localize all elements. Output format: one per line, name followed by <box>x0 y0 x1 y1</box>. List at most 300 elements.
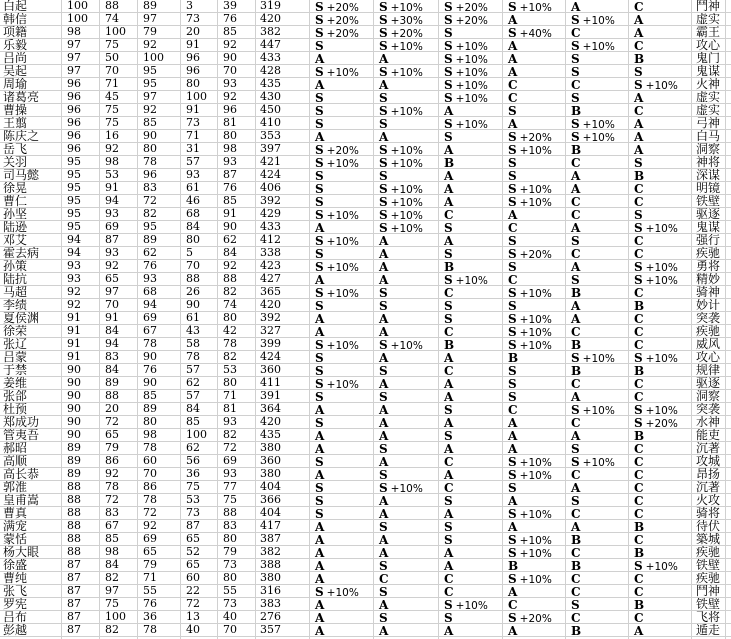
grade-cell[interactable] <box>503 585 566 597</box>
stat-cell[interactable]: 93 <box>218 78 256 90</box>
stat-cell[interactable]: 84 <box>100 364 138 376</box>
stat-cell[interactable]: 5 <box>181 247 218 259</box>
skill-cell[interactable]: 攻心 <box>692 351 726 363</box>
total-cell[interactable]: 382 <box>256 26 310 38</box>
stat-cell[interactable]: 86 <box>100 455 138 467</box>
stat-cell[interactable]: 88 <box>218 507 256 519</box>
general-name-cell[interactable]: 岳飞 <box>0 143 62 155</box>
stat-cell[interactable]: 57 <box>181 390 218 402</box>
total-cell[interactable]: 387 <box>256 533 310 545</box>
stat-cell[interactable]: 3 <box>181 0 218 12</box>
stat-cell[interactable]: 96 <box>62 78 100 90</box>
stat-cell[interactable]: 91 <box>181 104 218 116</box>
total-cell[interactable]: 360 <box>256 455 310 467</box>
grade-cell[interactable] <box>439 351 503 363</box>
grade-cell[interactable] <box>374 624 439 636</box>
grade-cell[interactable] <box>566 416 629 428</box>
stat-cell[interactable]: 92 <box>62 286 100 298</box>
stat-cell[interactable]: 86 <box>138 481 181 493</box>
edge-cell[interactable] <box>726 598 731 610</box>
total-cell[interactable]: 353 <box>256 130 310 142</box>
grade-cell[interactable] <box>629 377 692 389</box>
grade-cell[interactable] <box>374 442 439 454</box>
skill-cell[interactable]: 深谋 <box>692 169 726 181</box>
grade-cell[interactable] <box>566 52 629 64</box>
grade-cell[interactable] <box>503 507 566 519</box>
total-cell[interactable]: 360 <box>256 364 310 376</box>
skill-cell[interactable]: 火攻 <box>692 494 726 506</box>
stat-cell[interactable]: 93 <box>100 208 138 220</box>
skill-cell[interactable]: 鬼谋 <box>692 65 726 77</box>
stat-cell[interactable]: 91 <box>62 325 100 337</box>
grade-cell[interactable] <box>310 403 374 415</box>
stat-cell[interactable]: 90 <box>62 390 100 402</box>
grade-cell[interactable] <box>503 52 566 64</box>
grade-cell[interactable] <box>439 325 503 337</box>
grade-cell[interactable] <box>629 169 692 181</box>
edge-cell[interactable] <box>726 338 731 350</box>
grade-cell[interactable] <box>310 429 374 441</box>
stat-cell[interactable]: 95 <box>62 221 100 233</box>
grade-cell[interactable] <box>629 182 692 194</box>
general-name-cell[interactable]: 罗宪 <box>0 598 62 610</box>
stat-cell[interactable]: 88 <box>100 0 138 12</box>
grade-cell[interactable] <box>374 169 439 181</box>
edge-cell[interactable] <box>726 442 731 454</box>
grade-cell[interactable] <box>503 104 566 116</box>
total-cell[interactable]: 450 <box>256 104 310 116</box>
stat-cell[interactable]: 39 <box>218 0 256 12</box>
stat-cell[interactable]: 92 <box>100 260 138 272</box>
stat-cell[interactable]: 88 <box>62 533 100 545</box>
stat-cell[interactable]: 91 <box>100 182 138 194</box>
grade-cell[interactable] <box>439 91 503 103</box>
grade-cell[interactable] <box>374 260 439 272</box>
edge-cell[interactable] <box>726 273 731 285</box>
stat-cell[interactable]: 79 <box>138 559 181 571</box>
stat-cell[interactable]: 94 <box>100 195 138 207</box>
grade-cell[interactable] <box>439 130 503 142</box>
skill-cell[interactable]: 强行 <box>692 234 726 246</box>
grade-cell[interactable] <box>374 572 439 584</box>
grade-cell[interactable] <box>566 156 629 168</box>
general-name-cell[interactable]: 姜维 <box>0 377 62 389</box>
grade-cell[interactable] <box>629 78 692 90</box>
skill-cell[interactable]: 虚实 <box>692 13 726 25</box>
stat-cell[interactable]: 57 <box>181 364 218 376</box>
grade-cell[interactable] <box>629 0 692 12</box>
grade-cell[interactable] <box>374 234 439 246</box>
grade-cell[interactable] <box>629 26 692 38</box>
stat-cell[interactable]: 79 <box>100 442 138 454</box>
grade-cell[interactable] <box>503 494 566 506</box>
stat-cell[interactable]: 76 <box>138 260 181 272</box>
stat-cell[interactable]: 94 <box>100 338 138 350</box>
grade-cell[interactable] <box>374 403 439 415</box>
grade-cell[interactable] <box>439 533 503 545</box>
stat-cell[interactable]: 95 <box>62 182 100 194</box>
total-cell[interactable]: 424 <box>256 169 310 181</box>
general-name-cell[interactable]: 陆抗 <box>0 273 62 285</box>
grade-cell[interactable] <box>374 156 439 168</box>
skill-cell[interactable]: 鬥神 <box>692 585 726 597</box>
stat-cell[interactable]: 82 <box>218 286 256 298</box>
stat-cell[interactable]: 78 <box>138 442 181 454</box>
stat-cell[interactable]: 85 <box>181 416 218 428</box>
grade-cell[interactable] <box>503 442 566 454</box>
grade-cell[interactable] <box>503 299 566 311</box>
skill-cell[interactable]: 洞察 <box>692 390 726 402</box>
grade-cell[interactable] <box>629 221 692 233</box>
stat-cell[interactable]: 73 <box>181 507 218 519</box>
stat-cell[interactable]: 89 <box>62 442 100 454</box>
total-cell[interactable]: 447 <box>256 39 310 51</box>
grade-cell[interactable] <box>310 91 374 103</box>
stat-cell[interactable]: 90 <box>62 416 100 428</box>
grade-cell[interactable] <box>374 195 439 207</box>
general-name-cell[interactable]: 邓艾 <box>0 234 62 246</box>
general-name-cell[interactable]: 彭越 <box>0 624 62 636</box>
stat-cell[interactable]: 72 <box>100 494 138 506</box>
total-cell[interactable]: 383 <box>256 598 310 610</box>
grade-cell[interactable] <box>503 273 566 285</box>
stat-cell[interactable]: 90 <box>62 403 100 415</box>
grade-cell[interactable] <box>629 286 692 298</box>
grade-cell[interactable] <box>566 520 629 532</box>
grade-cell[interactable] <box>566 533 629 545</box>
stat-cell[interactable]: 50 <box>100 52 138 64</box>
stat-cell[interactable]: 62 <box>181 442 218 454</box>
grade-cell[interactable] <box>566 403 629 415</box>
total-cell[interactable]: 364 <box>256 403 310 415</box>
edge-cell[interactable] <box>726 117 731 129</box>
grade-cell[interactable] <box>629 624 692 636</box>
stat-cell[interactable]: 98 <box>62 26 100 38</box>
stat-cell[interactable]: 78 <box>138 338 181 350</box>
grade-cell[interactable] <box>439 286 503 298</box>
stat-cell[interactable]: 88 <box>62 520 100 532</box>
edge-cell[interactable] <box>726 416 731 428</box>
skill-cell[interactable]: 铁壁 <box>692 598 726 610</box>
grade-cell[interactable] <box>503 234 566 246</box>
stat-cell[interactable]: 36 <box>138 611 181 623</box>
grade-cell[interactable] <box>310 533 374 545</box>
grade-cell[interactable] <box>439 338 503 350</box>
stat-cell[interactable]: 95 <box>62 156 100 168</box>
stat-cell[interactable]: 76 <box>138 364 181 376</box>
stat-cell[interactable]: 97 <box>138 91 181 103</box>
general-name-cell[interactable]: 高顺 <box>0 455 62 467</box>
stat-cell[interactable]: 96 <box>62 143 100 155</box>
stat-cell[interactable]: 96 <box>181 52 218 64</box>
stat-cell[interactable]: 79 <box>218 546 256 558</box>
general-name-cell[interactable]: 李绩 <box>0 299 62 311</box>
general-name-cell[interactable]: 吴起 <box>0 65 62 77</box>
stat-cell[interactable]: 90 <box>218 221 256 233</box>
stat-cell[interactable]: 90 <box>62 377 100 389</box>
grade-cell[interactable] <box>439 78 503 90</box>
stat-cell[interactable]: 83 <box>218 520 256 532</box>
grade-cell[interactable] <box>629 494 692 506</box>
grade-cell[interactable] <box>439 39 503 51</box>
grade-cell[interactable] <box>566 494 629 506</box>
grade-cell[interactable] <box>439 234 503 246</box>
total-cell[interactable]: 392 <box>256 312 310 324</box>
stat-cell[interactable]: 62 <box>218 234 256 246</box>
total-cell[interactable]: 380 <box>256 468 310 480</box>
stat-cell[interactable]: 97 <box>62 39 100 51</box>
general-name-cell[interactable]: 管夷吾 <box>0 429 62 441</box>
general-name-cell[interactable]: 霍去病 <box>0 247 62 259</box>
grade-cell[interactable] <box>566 572 629 584</box>
total-cell[interactable]: 338 <box>256 247 310 259</box>
grade-cell[interactable] <box>439 169 503 181</box>
grade-cell[interactable] <box>629 247 692 259</box>
grade-cell[interactable] <box>310 52 374 64</box>
grade-cell[interactable] <box>629 481 692 493</box>
grade-cell[interactable] <box>503 312 566 324</box>
grade-cell[interactable] <box>503 364 566 376</box>
grade-cell[interactable] <box>374 104 439 116</box>
grade-cell[interactable] <box>439 260 503 272</box>
grade-cell[interactable] <box>503 0 566 12</box>
grade-cell[interactable] <box>629 325 692 337</box>
stat-cell[interactable]: 96 <box>218 104 256 116</box>
stat-cell[interactable]: 91 <box>100 312 138 324</box>
edge-cell[interactable] <box>726 91 731 103</box>
stat-cell[interactable]: 84 <box>100 325 138 337</box>
stat-cell[interactable]: 95 <box>62 169 100 181</box>
stat-cell[interactable]: 69 <box>138 312 181 324</box>
grade-cell[interactable] <box>310 442 374 454</box>
edge-cell[interactable] <box>726 455 731 467</box>
stat-cell[interactable]: 94 <box>62 247 100 259</box>
skill-cell[interactable]: 虚实 <box>692 91 726 103</box>
grade-cell[interactable] <box>310 78 374 90</box>
stat-cell[interactable]: 83 <box>100 351 138 363</box>
stat-cell[interactable]: 100 <box>181 91 218 103</box>
skill-cell[interactable]: 鬥神 <box>692 0 726 12</box>
stat-cell[interactable]: 92 <box>100 468 138 480</box>
stat-cell[interactable]: 100 <box>62 13 100 25</box>
grade-cell[interactable] <box>629 195 692 207</box>
grade-cell[interactable] <box>566 286 629 298</box>
grade-cell[interactable] <box>310 104 374 116</box>
edge-cell[interactable] <box>726 403 731 415</box>
grade-cell[interactable] <box>310 611 374 623</box>
stat-cell[interactable]: 92 <box>138 104 181 116</box>
skill-cell[interactable]: 妙计 <box>692 299 726 311</box>
grade-cell[interactable] <box>310 234 374 246</box>
stat-cell[interactable]: 85 <box>218 195 256 207</box>
stat-cell[interactable]: 97 <box>100 286 138 298</box>
skill-cell[interactable]: 火神 <box>692 78 726 90</box>
total-cell[interactable]: 327 <box>256 325 310 337</box>
skill-cell[interactable]: 突袭 <box>692 312 726 324</box>
grade-cell[interactable] <box>566 169 629 181</box>
grade-cell[interactable] <box>374 494 439 506</box>
grade-cell[interactable] <box>629 299 692 311</box>
edge-cell[interactable] <box>726 546 731 558</box>
stat-cell[interactable]: 85 <box>138 390 181 402</box>
stat-cell[interactable]: 73 <box>218 598 256 610</box>
stat-cell[interactable]: 93 <box>218 468 256 480</box>
grade-cell[interactable] <box>439 481 503 493</box>
grade-cell[interactable] <box>503 481 566 493</box>
grade-cell[interactable] <box>439 299 503 311</box>
stat-cell[interactable]: 80 <box>218 572 256 584</box>
skill-cell[interactable]: 铁壁 <box>692 559 726 571</box>
edge-cell[interactable] <box>726 195 731 207</box>
grade-cell[interactable] <box>503 169 566 181</box>
grade-cell[interactable] <box>629 416 692 428</box>
grade-cell[interactable] <box>310 507 374 519</box>
grade-cell[interactable] <box>503 403 566 415</box>
total-cell[interactable]: 391 <box>256 390 310 402</box>
grade-cell[interactable] <box>566 234 629 246</box>
stat-cell[interactable]: 91 <box>218 208 256 220</box>
stat-cell[interactable]: 75 <box>218 494 256 506</box>
grade-cell[interactable] <box>310 260 374 272</box>
grade-cell[interactable] <box>629 351 692 363</box>
stat-cell[interactable]: 80 <box>181 78 218 90</box>
grade-cell[interactable] <box>629 585 692 597</box>
stat-cell[interactable]: 88 <box>181 273 218 285</box>
grade-cell[interactable] <box>439 390 503 402</box>
stat-cell[interactable]: 77 <box>218 481 256 493</box>
stat-cell[interactable]: 100 <box>100 611 138 623</box>
total-cell[interactable]: 380 <box>256 442 310 454</box>
stat-cell[interactable]: 53 <box>218 364 256 376</box>
stat-cell[interactable]: 85 <box>138 117 181 129</box>
edge-cell[interactable] <box>726 208 731 220</box>
stat-cell[interactable]: 89 <box>62 468 100 480</box>
edge-cell[interactable] <box>726 221 731 233</box>
grade-cell[interactable] <box>503 338 566 350</box>
grade-cell[interactable] <box>374 546 439 558</box>
grade-cell[interactable] <box>310 572 374 584</box>
total-cell[interactable]: 392 <box>256 195 310 207</box>
grade-cell[interactable] <box>310 117 374 129</box>
grade-cell[interactable] <box>566 39 629 51</box>
grade-cell[interactable] <box>503 143 566 155</box>
grade-cell[interactable] <box>374 247 439 259</box>
stat-cell[interactable]: 65 <box>138 546 181 558</box>
grade-cell[interactable] <box>439 117 503 129</box>
stat-cell[interactable]: 84 <box>100 559 138 571</box>
grade-cell[interactable] <box>310 312 374 324</box>
general-name-cell[interactable]: 徐晃 <box>0 182 62 194</box>
grade-cell[interactable] <box>629 273 692 285</box>
grade-cell[interactable] <box>566 468 629 480</box>
general-name-cell[interactable]: 司马懿 <box>0 169 62 181</box>
skill-cell[interactable]: 威风 <box>692 338 726 350</box>
skill-cell[interactable]: 精妙 <box>692 273 726 285</box>
stat-cell[interactable]: 81 <box>218 403 256 415</box>
stat-cell[interactable]: 89 <box>138 234 181 246</box>
stat-cell[interactable]: 65 <box>181 533 218 545</box>
stat-cell[interactable]: 93 <box>62 260 100 272</box>
stat-cell[interactable]: 98 <box>218 143 256 155</box>
stat-cell[interactable]: 74 <box>218 299 256 311</box>
edge-cell[interactable] <box>726 611 731 623</box>
grade-cell[interactable] <box>566 559 629 571</box>
edge-cell[interactable] <box>726 468 731 480</box>
total-cell[interactable]: 429 <box>256 208 310 220</box>
grade-cell[interactable] <box>310 377 374 389</box>
stat-cell[interactable]: 31 <box>181 143 218 155</box>
stat-cell[interactable]: 42 <box>218 325 256 337</box>
stat-cell[interactable]: 53 <box>181 494 218 506</box>
stat-cell[interactable]: 43 <box>181 325 218 337</box>
grade-cell[interactable] <box>503 286 566 298</box>
stat-cell[interactable]: 96 <box>138 169 181 181</box>
grade-cell[interactable] <box>439 507 503 519</box>
total-cell[interactable]: 433 <box>256 52 310 64</box>
grade-cell[interactable] <box>629 338 692 350</box>
total-cell[interactable]: 427 <box>256 273 310 285</box>
stat-cell[interactable]: 87 <box>62 572 100 584</box>
grade-cell[interactable] <box>503 351 566 363</box>
general-name-cell[interactable]: 郝昭 <box>0 442 62 454</box>
grade-cell[interactable] <box>374 130 439 142</box>
stat-cell[interactable]: 84 <box>181 403 218 415</box>
grade-cell[interactable] <box>310 208 374 220</box>
grade-cell[interactable] <box>310 338 374 350</box>
stat-cell[interactable]: 82 <box>218 351 256 363</box>
skill-cell[interactable]: 白马 <box>692 130 726 142</box>
total-cell[interactable]: 380 <box>256 572 310 584</box>
stat-cell[interactable]: 88 <box>62 546 100 558</box>
skill-cell[interactable]: 疾驰 <box>692 546 726 558</box>
grade-cell[interactable] <box>439 377 503 389</box>
skill-cell[interactable]: 明镜 <box>692 182 726 194</box>
grade-cell[interactable] <box>629 52 692 64</box>
general-name-cell[interactable]: 张辽 <box>0 338 62 350</box>
skill-cell[interactable]: 驱逐 <box>692 377 726 389</box>
grade-cell[interactable] <box>310 13 374 25</box>
stat-cell[interactable]: 67 <box>100 520 138 532</box>
stat-cell[interactable]: 70 <box>218 624 256 636</box>
grade-cell[interactable] <box>566 624 629 636</box>
grade-cell[interactable] <box>503 598 566 610</box>
skill-cell[interactable]: 弓神 <box>692 117 726 129</box>
grade-cell[interactable] <box>374 507 439 519</box>
stat-cell[interactable]: 90 <box>62 429 100 441</box>
stat-cell[interactable]: 80 <box>138 143 181 155</box>
stat-cell[interactable]: 75 <box>100 117 138 129</box>
stat-cell[interactable]: 93 <box>62 273 100 285</box>
stat-cell[interactable]: 68 <box>181 208 218 220</box>
grade-cell[interactable] <box>310 468 374 480</box>
stat-cell[interactable]: 90 <box>138 351 181 363</box>
grade-cell[interactable] <box>439 104 503 116</box>
skill-cell[interactable]: 攻城 <box>692 455 726 467</box>
stat-cell[interactable]: 69 <box>218 455 256 467</box>
stat-cell[interactable]: 80 <box>218 312 256 324</box>
grade-cell[interactable] <box>310 481 374 493</box>
grade-cell[interactable] <box>503 429 566 441</box>
stat-cell[interactable]: 70 <box>100 299 138 311</box>
stat-cell[interactable]: 78 <box>218 338 256 350</box>
stat-cell[interactable]: 78 <box>138 494 181 506</box>
total-cell[interactable]: 424 <box>256 351 310 363</box>
grade-cell[interactable] <box>374 520 439 532</box>
stat-cell[interactable]: 91 <box>62 312 100 324</box>
grade-cell[interactable] <box>310 416 374 428</box>
stat-cell[interactable]: 96 <box>62 130 100 142</box>
edge-cell[interactable] <box>726 390 731 402</box>
